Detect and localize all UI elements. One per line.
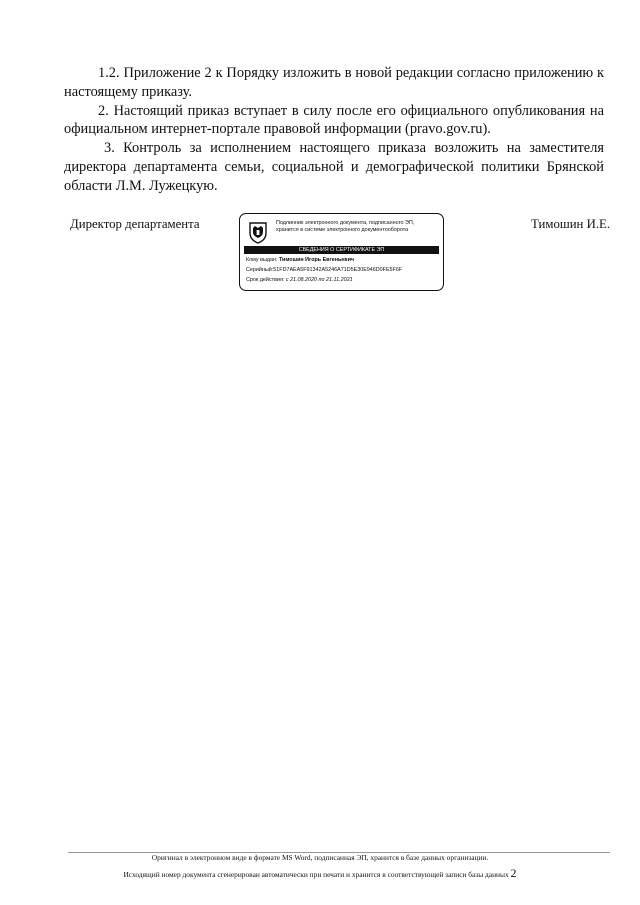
stamp-header-line-1: Подлинник электронного документа, подписанного ЭП,	[276, 220, 415, 226]
validity-value: с 21.08.2020 по 21.11.2021	[285, 277, 353, 283]
validity-label: Срок действия:	[246, 277, 285, 283]
certificate-info-band: СВЕДЕНИЯ О СЕРТИФИКАТЕ ЭП	[244, 246, 439, 254]
paragraph-3: 3. Контроль за исполнением настоящего приказа возложить на заместителя директора департамента семьи, социальной и демографической политики Брянской области Л.М. Лужецкую.	[64, 140, 604, 194]
paragraph-2: 2. Настоящий приказ вступает в силу после его официального опубликования на официальном интернет-портале правовой информации (pravo.gov.ru).	[64, 102, 604, 138]
issued-to-value: Тимошин Игорь Евгеньевич	[278, 257, 355, 263]
stamp-header-line-2: хранится в системе электронного документооборота	[276, 227, 409, 233]
stamp-issued-to-row	[246, 257, 354, 264]
document-body	[64, 64, 604, 196]
stamp-serial-row	[246, 267, 402, 274]
stamp-validity-row	[246, 277, 353, 284]
electronic-signature-stamp	[239, 213, 444, 291]
footer-line-2	[0, 866, 640, 881]
signature-block	[0, 213, 640, 303]
serial-value: 51FD7AEA5F91342A5246A71D5E30E946D0FE5F6F	[273, 267, 403, 273]
issued-label: Кому выдан:	[246, 257, 278, 263]
signer-position: Директор департамента	[70, 217, 200, 231]
paragraph-1-2: 1.2. Приложение 2 к Порядку изложить в новой редакции согласно приложению к настоящему приказу.	[64, 65, 604, 100]
stamp-header	[276, 220, 440, 234]
signer-name: Тимошин И.Е.	[531, 217, 611, 231]
page-number: 2	[510, 866, 517, 880]
footer-line-1: Оригинал в электронном виде в формате MS Word, подписанная ЭП, хранится в базе данных организации.	[151, 853, 489, 862]
footer-line-2-text: Исходящий номер документа сгенерирован автоматически при печати и хранится в соответствующей записи базы данных	[123, 870, 509, 879]
coat-of-arms-icon	[246, 220, 270, 244]
serial-label: Серийный:	[246, 267, 274, 273]
